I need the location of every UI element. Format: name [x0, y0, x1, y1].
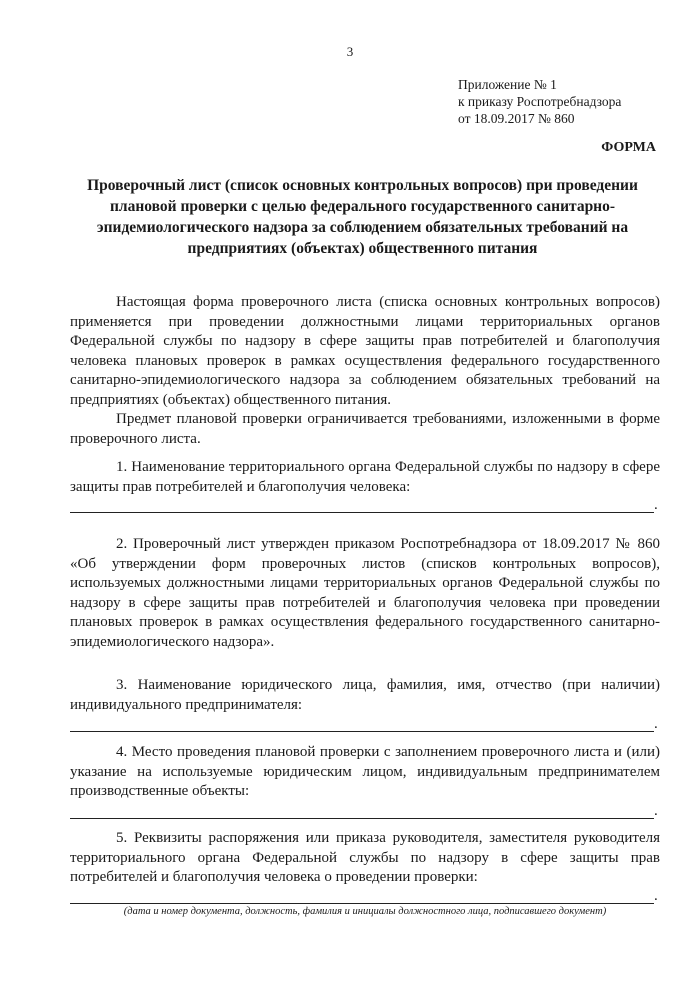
item-3-text: 3. Наименование юридического лица, фамилия, имя, отчество (при наличии) индивидуального предпринимателя:	[70, 677, 660, 713]
fill-line-3	[70, 731, 654, 732]
item-2	[70, 535, 660, 652]
form-label: ФОРМА	[601, 140, 656, 155]
fill-line-1	[70, 512, 654, 513]
intro-paragraph-1: Настоящая форма проверочного листа (списка основных контрольных вопросов) применяется при проведении должностными лицами территориальных органов Федеральной службы по надзору в сфере защиты прав потребителей и благополучия человека плановых проверок в рамках осуществления федерального государственного санитарно-эпидемиологического надзора за соблюдением обязательных требований на предприятиях (объектах) общественного питания.	[70, 294, 660, 408]
intro-section	[70, 293, 660, 449]
fill-line-5	[70, 903, 654, 904]
page-number: 3	[346, 44, 354, 59]
fill-line-4	[70, 818, 654, 819]
item-3	[70, 676, 660, 715]
appendix-block	[458, 76, 621, 127]
item-5	[70, 829, 660, 888]
intro-paragraph-2: Предмет плановой проверки ограничивается требованиями, изложенными в форме проверочного листа.	[70, 411, 660, 447]
fill-dot-5: .	[654, 888, 658, 904]
fill-dot-1: .	[654, 497, 658, 513]
item-1	[70, 458, 660, 497]
item-2-text: 2. Проверочный лист утвержден приказом Роспотребнадзора от 18.09.2017 № 860 «Об утверждении форм проверочных листов (списков контрольных вопросов), используемых должностными лицами территориальных органов Федеральной службы по надзору в сфере защиты прав потребителей и благополучия человека при проведении плановых проверок в рамках осуществления федерального государственного санитарно-эпидемиологического надзора».	[70, 536, 660, 650]
appendix-line-1: Приложение № 1	[458, 77, 557, 92]
item-5-text: 5. Реквизиты распоряжения или приказа руководителя, заместителя руководителя территориального органа Федеральной службы по надзору в сфере защиты прав потребителей и благополучия человека о проведении проверки:	[70, 830, 660, 885]
appendix-line-3: от 18.09.2017 № 860	[458, 111, 575, 126]
fill-dot-3: .	[654, 716, 658, 732]
item-1-text: 1. Наименование территориального органа Федеральной службы по надзору в сфере защиты прав потребителей и благополучия человека:	[70, 459, 660, 495]
item-4	[70, 743, 660, 802]
item-4-text: 4. Место проведения плановой проверки с заполнением проверочного листа и (или) указание на используемые юридическим лицом, индивидуальным предпринимателем производственные объекты:	[70, 744, 660, 799]
appendix-line-2: к приказу Роспотребнадзора	[458, 94, 622, 109]
fill-dot-4: .	[654, 803, 658, 819]
document-title: Проверочный лист (список основных контрольных вопросов) при проведении плановой проверки с целью федерального государственного санитарно-эпидемиологического надзора за соблюдением обязательных требований на предприятиях (объектах) общественного питания	[87, 177, 638, 257]
signature-caption: (дата и номер документа, должность, фамилия и инициалы должностного лица, подписавшего документ)	[123, 906, 607, 917]
